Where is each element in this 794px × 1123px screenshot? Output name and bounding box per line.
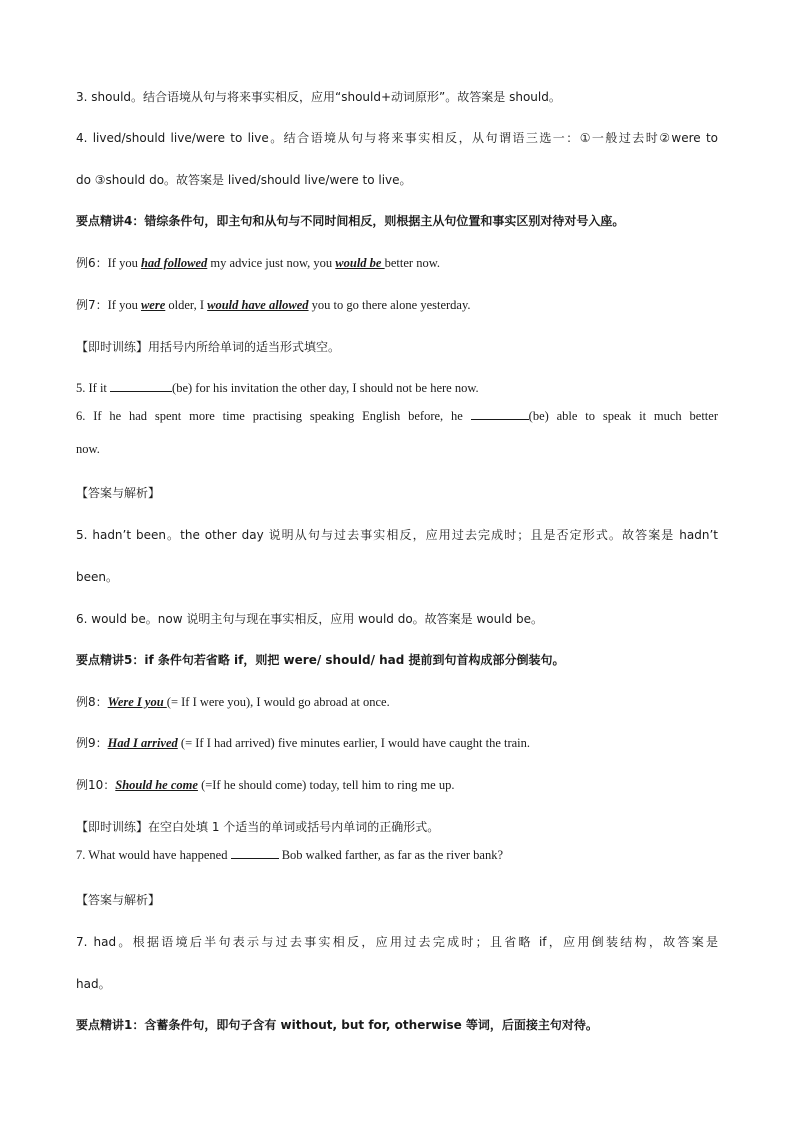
emphasized-phrase: Had I arrived [107, 736, 178, 750]
answer-line-3: 3. should。结合语境从句与将来事实相反，应用“should+动词原形”。故答案是 should。 [76, 90, 561, 104]
question-6 [76, 408, 718, 424]
question-text: Bob walked farther, as far as the river bank? [278, 848, 503, 862]
emphasized-phrase: Were I you [107, 695, 167, 709]
key-point-1: 要点精讲1：含蓄条件句，即句子含有 without, but for, otherwise 等词，后面接主句对待。 [76, 1018, 598, 1032]
question-text: 6. If he had spent more time practising speaking English before, he [76, 409, 471, 423]
example-6 [76, 255, 440, 271]
question-text: 5. If it [76, 381, 111, 395]
drill-heading-2: 【即时训练】在空白处填 1 个适当的单词或括号内单词的正确形式。 [76, 820, 440, 834]
answer-blank[interactable] [471, 408, 529, 420]
example-8 [76, 694, 390, 710]
example-label: 例9： [76, 736, 108, 750]
drill-heading-1: 【即时训练】用括号内所给单词的适当形式填空。 [76, 340, 341, 354]
example-text: my advice just now, you [207, 256, 336, 270]
example-label: 例6： [76, 256, 108, 270]
answer-blank[interactable] [110, 380, 172, 392]
emphasized-phrase: would have allowed [207, 298, 309, 312]
answer-7: 7. had。根据语境后半句表示与过去事实相反，应用过去完成时；且省略 if，应用倒装结构，故答案是 [76, 935, 718, 949]
answer-6: 6. would be。now 说明主句与现在事实相反，应用 would do。故答案是 would be。 [76, 612, 544, 626]
example-text: If you [107, 298, 141, 312]
question-5 [76, 380, 479, 396]
example-text: (= If I were you), I would go abroad at once. [166, 695, 390, 709]
question-text: (be) for his invitation the other day, I should not be here now. [172, 381, 479, 395]
answer-heading-2: 【答案与解析】 [76, 893, 161, 907]
example-text: (=If he should come) today, tell him to ring me up. [197, 778, 455, 792]
example-7 [76, 297, 471, 313]
example-label: 例10： [76, 778, 116, 792]
example-text: (= If I had arrived) five minutes earlier, I would have caught the train. [177, 736, 531, 750]
example-text: older, I [165, 298, 208, 312]
question-text: (be) able to speak it much better [528, 409, 718, 423]
example-text: If you [107, 256, 141, 270]
emphasized-phrase: had followed [140, 256, 208, 270]
answer-5-cont: been。 [76, 570, 118, 584]
answer-line-4: 4. lived/should live/were to live。结合语境从句与将来事实相反，从句谓语三选一：①一般过去时②were to [76, 131, 718, 145]
answer-5: 5. hadn’t been。the other day 说明从句与过去事实相反，应用过去完成时；且是否定形式。故答案是 hadn’t [76, 528, 718, 542]
example-text: better now. [384, 256, 441, 270]
question-7 [76, 847, 503, 863]
example-text: you to go there alone yesterday. [308, 298, 471, 312]
example-label: 例8： [76, 695, 108, 709]
answer-heading-1: 【答案与解析】 [76, 486, 161, 500]
answer-7-cont: had。 [76, 977, 111, 991]
example-10 [76, 777, 454, 793]
example-label: 例7： [76, 298, 108, 312]
key-point-5: 要点精讲5：if 条件句若省略 if，则把 were/ should/ had 提前到句首构成部分倒装句。 [76, 653, 565, 667]
key-point-4: 要点精讲4：错综条件句，即主句和从句与不同时间相反，则根据主从句位置和事实区别对待对号入座。 [76, 214, 625, 228]
question-6-cont: now. [76, 442, 100, 456]
answer-blank[interactable] [231, 847, 279, 859]
answer-line-4-cont: do ③should do。故答案是 lived/should live/were to live。 [76, 173, 412, 187]
example-9 [76, 735, 530, 751]
emphasized-phrase: would be [335, 256, 385, 270]
emphasized-phrase: were [140, 298, 166, 312]
emphasized-phrase: Should he come [115, 778, 198, 792]
question-text: 7. What would have happened [76, 848, 231, 862]
